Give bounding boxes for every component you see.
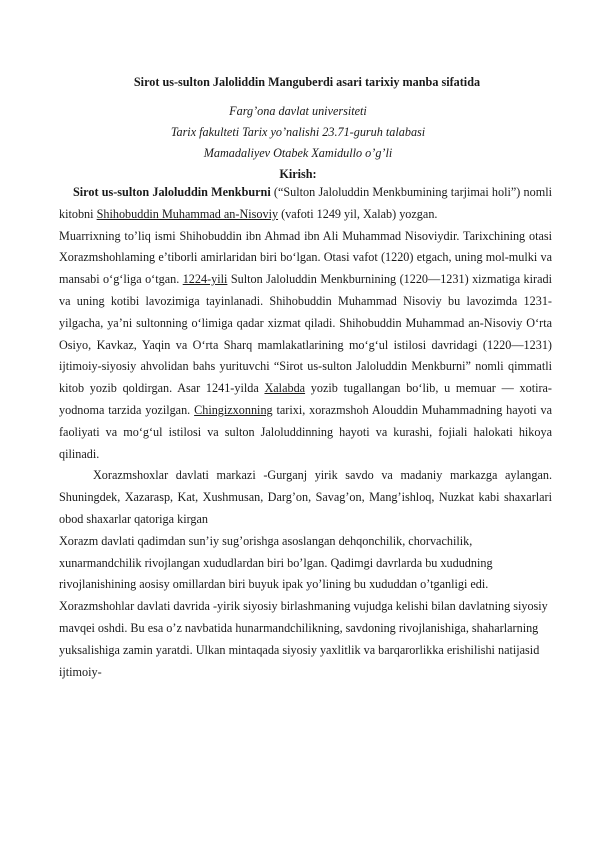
link-xalabda[interactable]: Xalabda [264,381,306,396]
link-chingizxonning[interactable]: Chingizxonning [194,402,273,417]
bold-lead: Sirot us-sulton Jaloluddin Menkburni [73,185,271,199]
paragraph-2 [59,226,552,466]
paragraph-4: Xorazm davlati qadimdan sun’iy sug’orishga asoslangan dehqonchilik, chorvachilik, xunarmandchilik rivojlangan xududlardan biri bo’lgan. Qadimgi davrlarda bu xududning rivojlanishining aosisy omillardan biri buyuk ipak yo’lining bu xududdan o’tganligi edi. Xorazmshohlar davlati davrida -yirik siyosiy birlashmaning vujudga kelishi bilan davlatning siyosiy mavqei oshdi. Bu esa o’z navbatida hunarmandchilikning, savdoning rivojlanishiga, shaharlarning yuksalishiga zamin yaratdi. Ulkan mintaqada siyosiy yaxlitlik va barqarorlikka erishilishi natijasid ijtimoiy- [59,533,548,679]
link-1224-yili[interactable]: 1224-yili [182,272,228,287]
author-faculty: Tarix fakulteti Tarix yo’nalishi 23.71-guruh talabasi [170,125,426,139]
paragraph-text: Sulton Jaloluddin Menkburnining (1220—1231) xizmatiga kiradi va uning kotibi lavozimiga tayinlanadi. Shihobuddin Muhammad Nisoviy bu lavozimda 1231-yilgacha, ya’ni sultonning o‘limiga qadar xizmat qiladi. Shihobuddin Muhammad an-Nisoviy O‘rta Osiyo, Kavkaz, Yaqin va O‘rta Sharq mamlakatlarining mo‘g‘ul istilosi davridagi (1220—1231) ijtimoiy-siyosiy ahvolidan bahs yurituvchi “Sirot us-sulton Jaloluddin Menkburni” nomli qimmatli kitob yozib qoldirgan. Asar 1241-yilda [59,272,552,396]
author-university: Farg’ona davlat universiteti [229,104,367,118]
paragraph-text: Muarrixning to’liq ismi Shihobuddin ibn Ahmad ibn Ali Muhammad Nisoviydir. Tarixchining otasi Xorazmshohlaming e’tiborli amirlaridan biri bo‘lgan. Otasi vafot (1220) etgach, uning mol-mulki va mansabi o‘g‘liga o‘tgan. [59,228,552,287]
document-body [59,182,552,683]
document-title: Sirot us-sulton Jaloliddin Manguberdi asari tarixiy manba sifatida [133,75,481,89]
section-heading: Kirish: [279,167,317,181]
author-name: Mamadaliyev Otabek Xamidullo o’g’li [203,146,393,160]
paragraph-3: Xorazmshoxlar davlati markazi -Gurganj yirik savdo va madaniy markazga aylangan. Shuningdek, Xazarasp, Kat, Xushmusan, Darg’on, Savag’on, Mang’ishloq, Nuzkat kabi shaxarlari obod shaxarlar qatoriga kirgan [59,468,552,526]
paragraph-text: (vafoti 1249 yil, Xalab) yozgan. [278,206,438,221]
paragraph-text: (“Sulton Jaloluddin Menkbumining tarjimai holi”) nomli kitobni [59,185,552,221]
paragraph-1 [59,182,552,226]
link-nisoviy[interactable]: Shihobuddin Muhammad an-Nisoviy [96,206,279,221]
paragraph-text: tarixi, xorazmshoh Alouddin Muhammadning hayoti va faoliyati va mo‘g‘ul istilosi va sulton Jaloluddinning hayoti va kurashi, fojiali halokati hikoya qilinadi. [59,402,552,461]
paragraph-text: yozib tugallangan bo‘lib, u memuar — xotira-yodnoma tarzida yozilgan. [59,381,552,417]
